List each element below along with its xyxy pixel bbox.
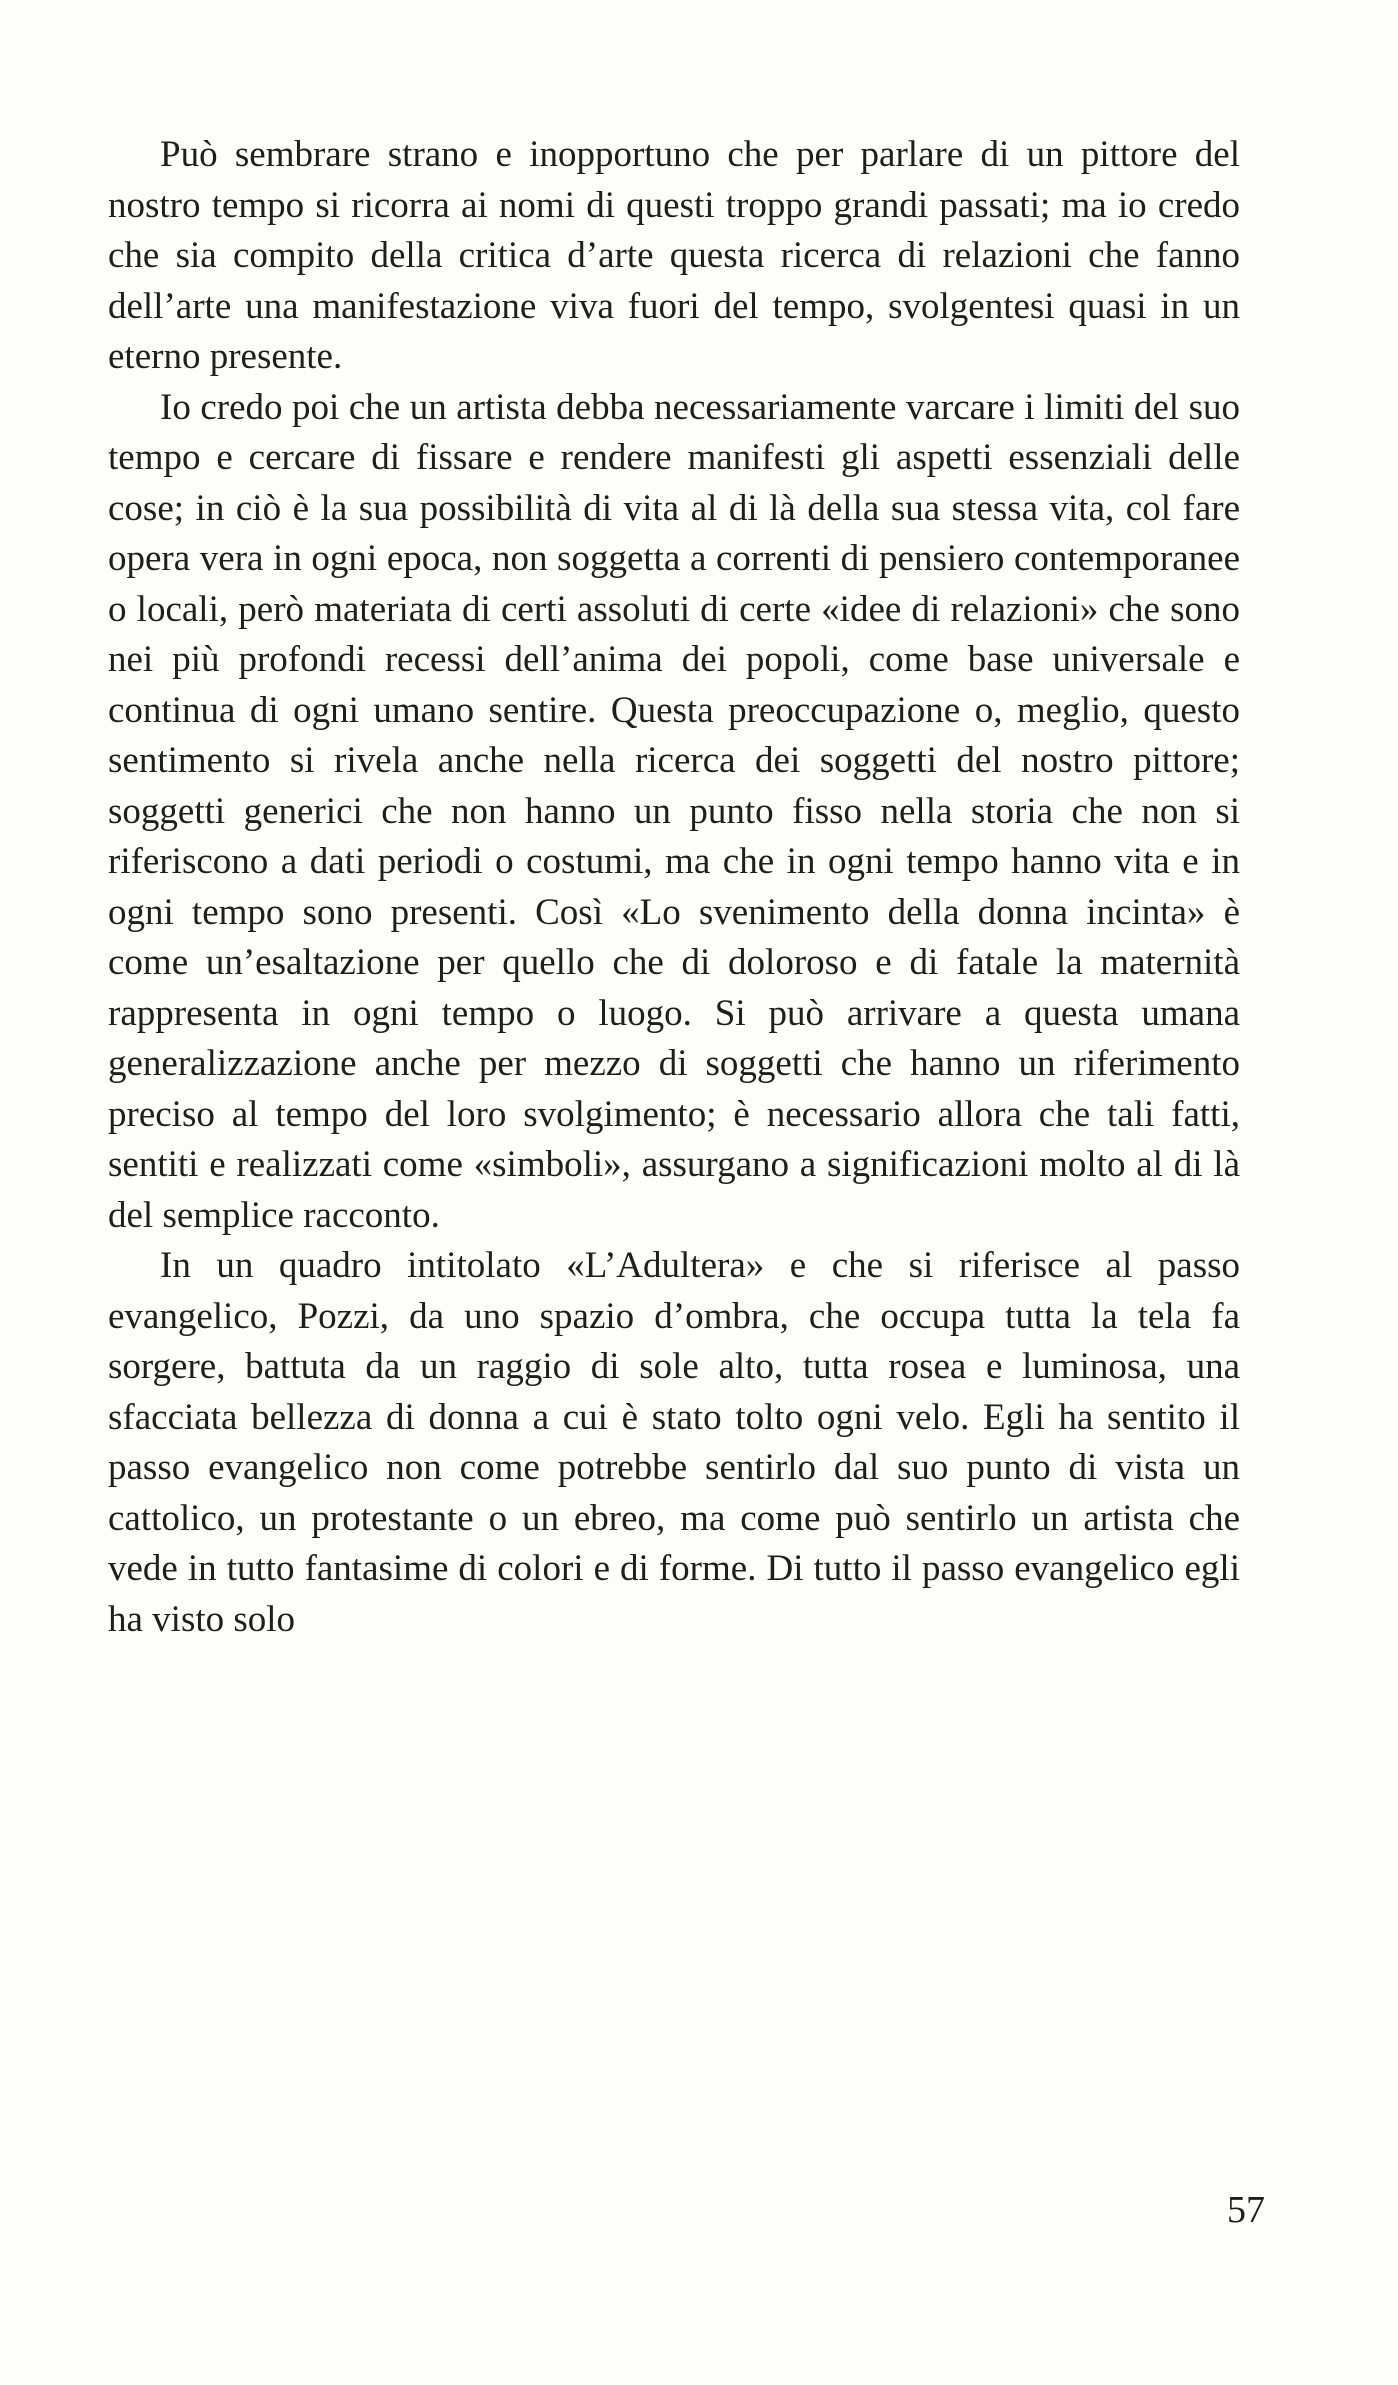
paragraph-2: Io credo poi che un artista debba necessariamente varcare i limiti del suo tempo e cercare di fissare e rendere manifesti gli aspetti essenziali delle cose; in ciò è la sua possibilità di vita al di là della sua stessa vita, col fare opera vera in ogni epoca, non soggetta a correnti di pensiero contemporanee o locali, però materiata di certi assoluti di certe «idee di relazioni» che sono nei più profondi recessi dell’anima dei popoli, come base universale e continua di ogni umano sentire. Questa preoccupazione o, meglio, questo sentimento si rivela anche nella ricerca dei soggetti del nostro pittore; soggetti generici che non hanno un punto fisso nella storia che non si riferiscono a dati periodi o costumi, ma che in ogni tempo hanno vita e in ogni tempo sono presenti. Così «Lo svenimento della donna incinta» è come un’esaltazione per quello che di doloroso e di fatale la maternità rappresenta in ogni tempo o luogo. Si può arrivare a questa umana generalizzazione anche per mezzo di soggetti che hanno un riferimento preciso al tempo del loro svolgimento; è necessario allora che tali fatti, sentiti e realizzati come «simboli», assurgano a significazioni molto al di là del semplice racconto. — [108, 386, 1240, 1236]
paragraph-3: In un quadro intitolato «L’Adultera» e che si riferisce al passo evangelico, Pozzi, da uno spazio d’ombra, che occupa tutta la tela fa sorgere, battuta da un raggio di sole alto, tutta rosea e luminosa, una sfacciata bellezza di donna a cui è stato tolto ogni velo. Egli ha sentito il passo evangelico non come potrebbe sentirlo dal suo punto di vista un cattolico, un protestante o un ebreo, ma come può sentirlo un artista che vede in tutto fantasime di colori e di forme. Di tutto il passo evangelico egli ha visto solo — [108, 1245, 1240, 1640]
paragraph-1: Può sembrare strano e inopportuno che per parlare di un pittore del nostro tempo si ricorra ai nomi di questi troppo grandi passati; ma io credo che sia compito della critica d’arte questa ricerca di relazioni che fanno dell’arte una manifestazione viva fuori del tempo, svolgentesi quasi in un eterno presente. — [108, 134, 1240, 377]
page-number: 57 — [1227, 2189, 1265, 2231]
body-text — [108, 130, 1240, 1645]
